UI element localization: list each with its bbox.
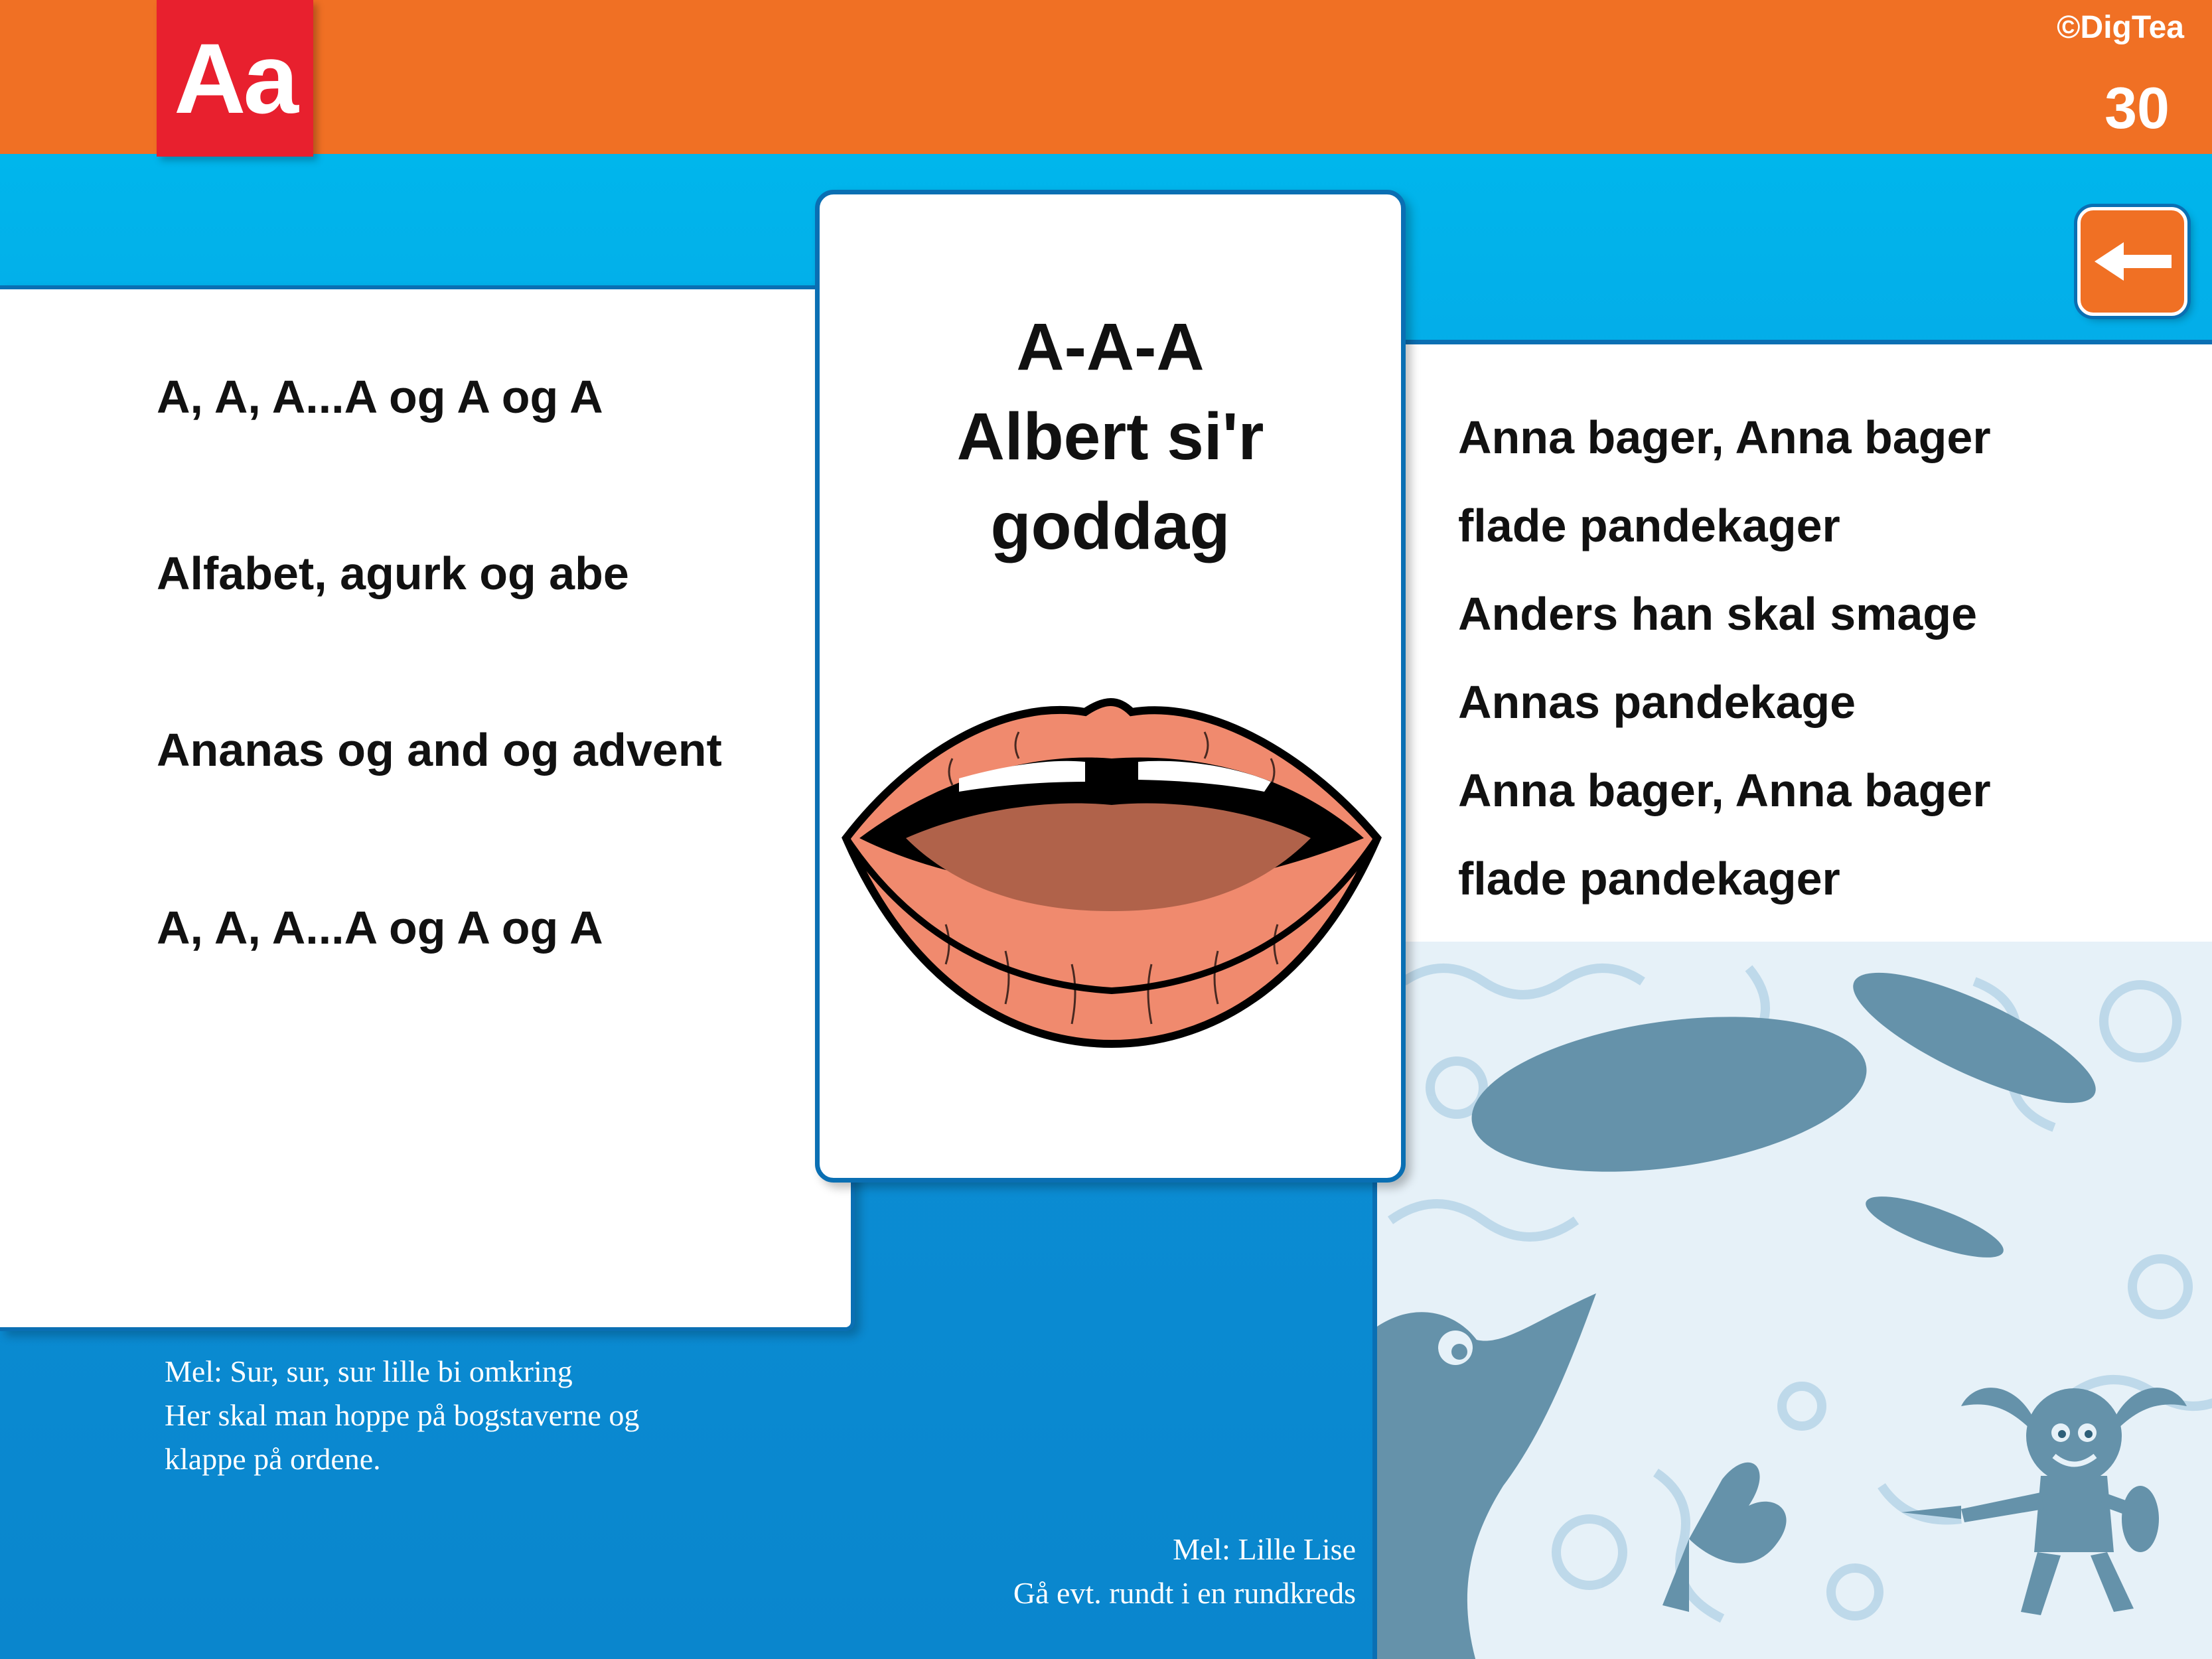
copyright: ©DigTea — [2057, 10, 2184, 45]
header-bar — [0, 0, 2212, 154]
card-title-line-1: A-A-A — [1016, 310, 1205, 384]
bottom-note-line-2: Gå evt. rundt i en rundkreds — [1013, 1576, 1356, 1610]
center-card — [815, 190, 1406, 1183]
bottom-melody-note — [1013, 1528, 1356, 1615]
arrow-left-icon — [2089, 238, 2175, 285]
left-song-line-4: A, A, A...A og A og A — [157, 902, 603, 954]
bottom-note-line-1: Mel: Lille Lise — [1173, 1532, 1356, 1566]
right-song-line-4: Annas pandekage — [1458, 676, 1856, 728]
left-note-line-3: klappe på ordene. — [165, 1442, 381, 1476]
left-song-line-1: A, A, A...A og A og A — [157, 371, 603, 423]
card-title-line-3: goddag — [990, 489, 1230, 563]
left-song-panel — [0, 285, 855, 1331]
card-title-line-2: Albert si'r — [956, 399, 1264, 474]
left-note-line-1: Mel: Sur, sur, sur lille bi omkring — [165, 1354, 573, 1388]
right-song-line-6: flade pandekager — [1458, 853, 1840, 904]
left-note-line-2: Her skal man hoppe på bogstaverne og — [165, 1398, 640, 1432]
open-mouth-icon — [833, 672, 1390, 1057]
pancake-illustration — [1377, 942, 2212, 1659]
left-song-line-2: Alfabet, agurk og abe — [157, 547, 629, 599]
letter-badge: Aa — [157, 0, 313, 157]
right-song-line-5: Anna bager, Anna bager — [1458, 764, 1991, 816]
right-song-line-2: flade pandekager — [1458, 500, 1840, 551]
left-song-line-3: Ananas og and og advent — [157, 724, 722, 776]
left-melody-note — [165, 1350, 639, 1481]
page-number: 30 — [2104, 75, 2170, 141]
right-song-panel — [1372, 340, 2212, 1659]
right-song-line-1: Anna bager, Anna bager — [1458, 411, 1991, 463]
right-song-line-3: Anders han skal smage — [1458, 588, 1977, 640]
back-button[interactable] — [2077, 207, 2187, 316]
